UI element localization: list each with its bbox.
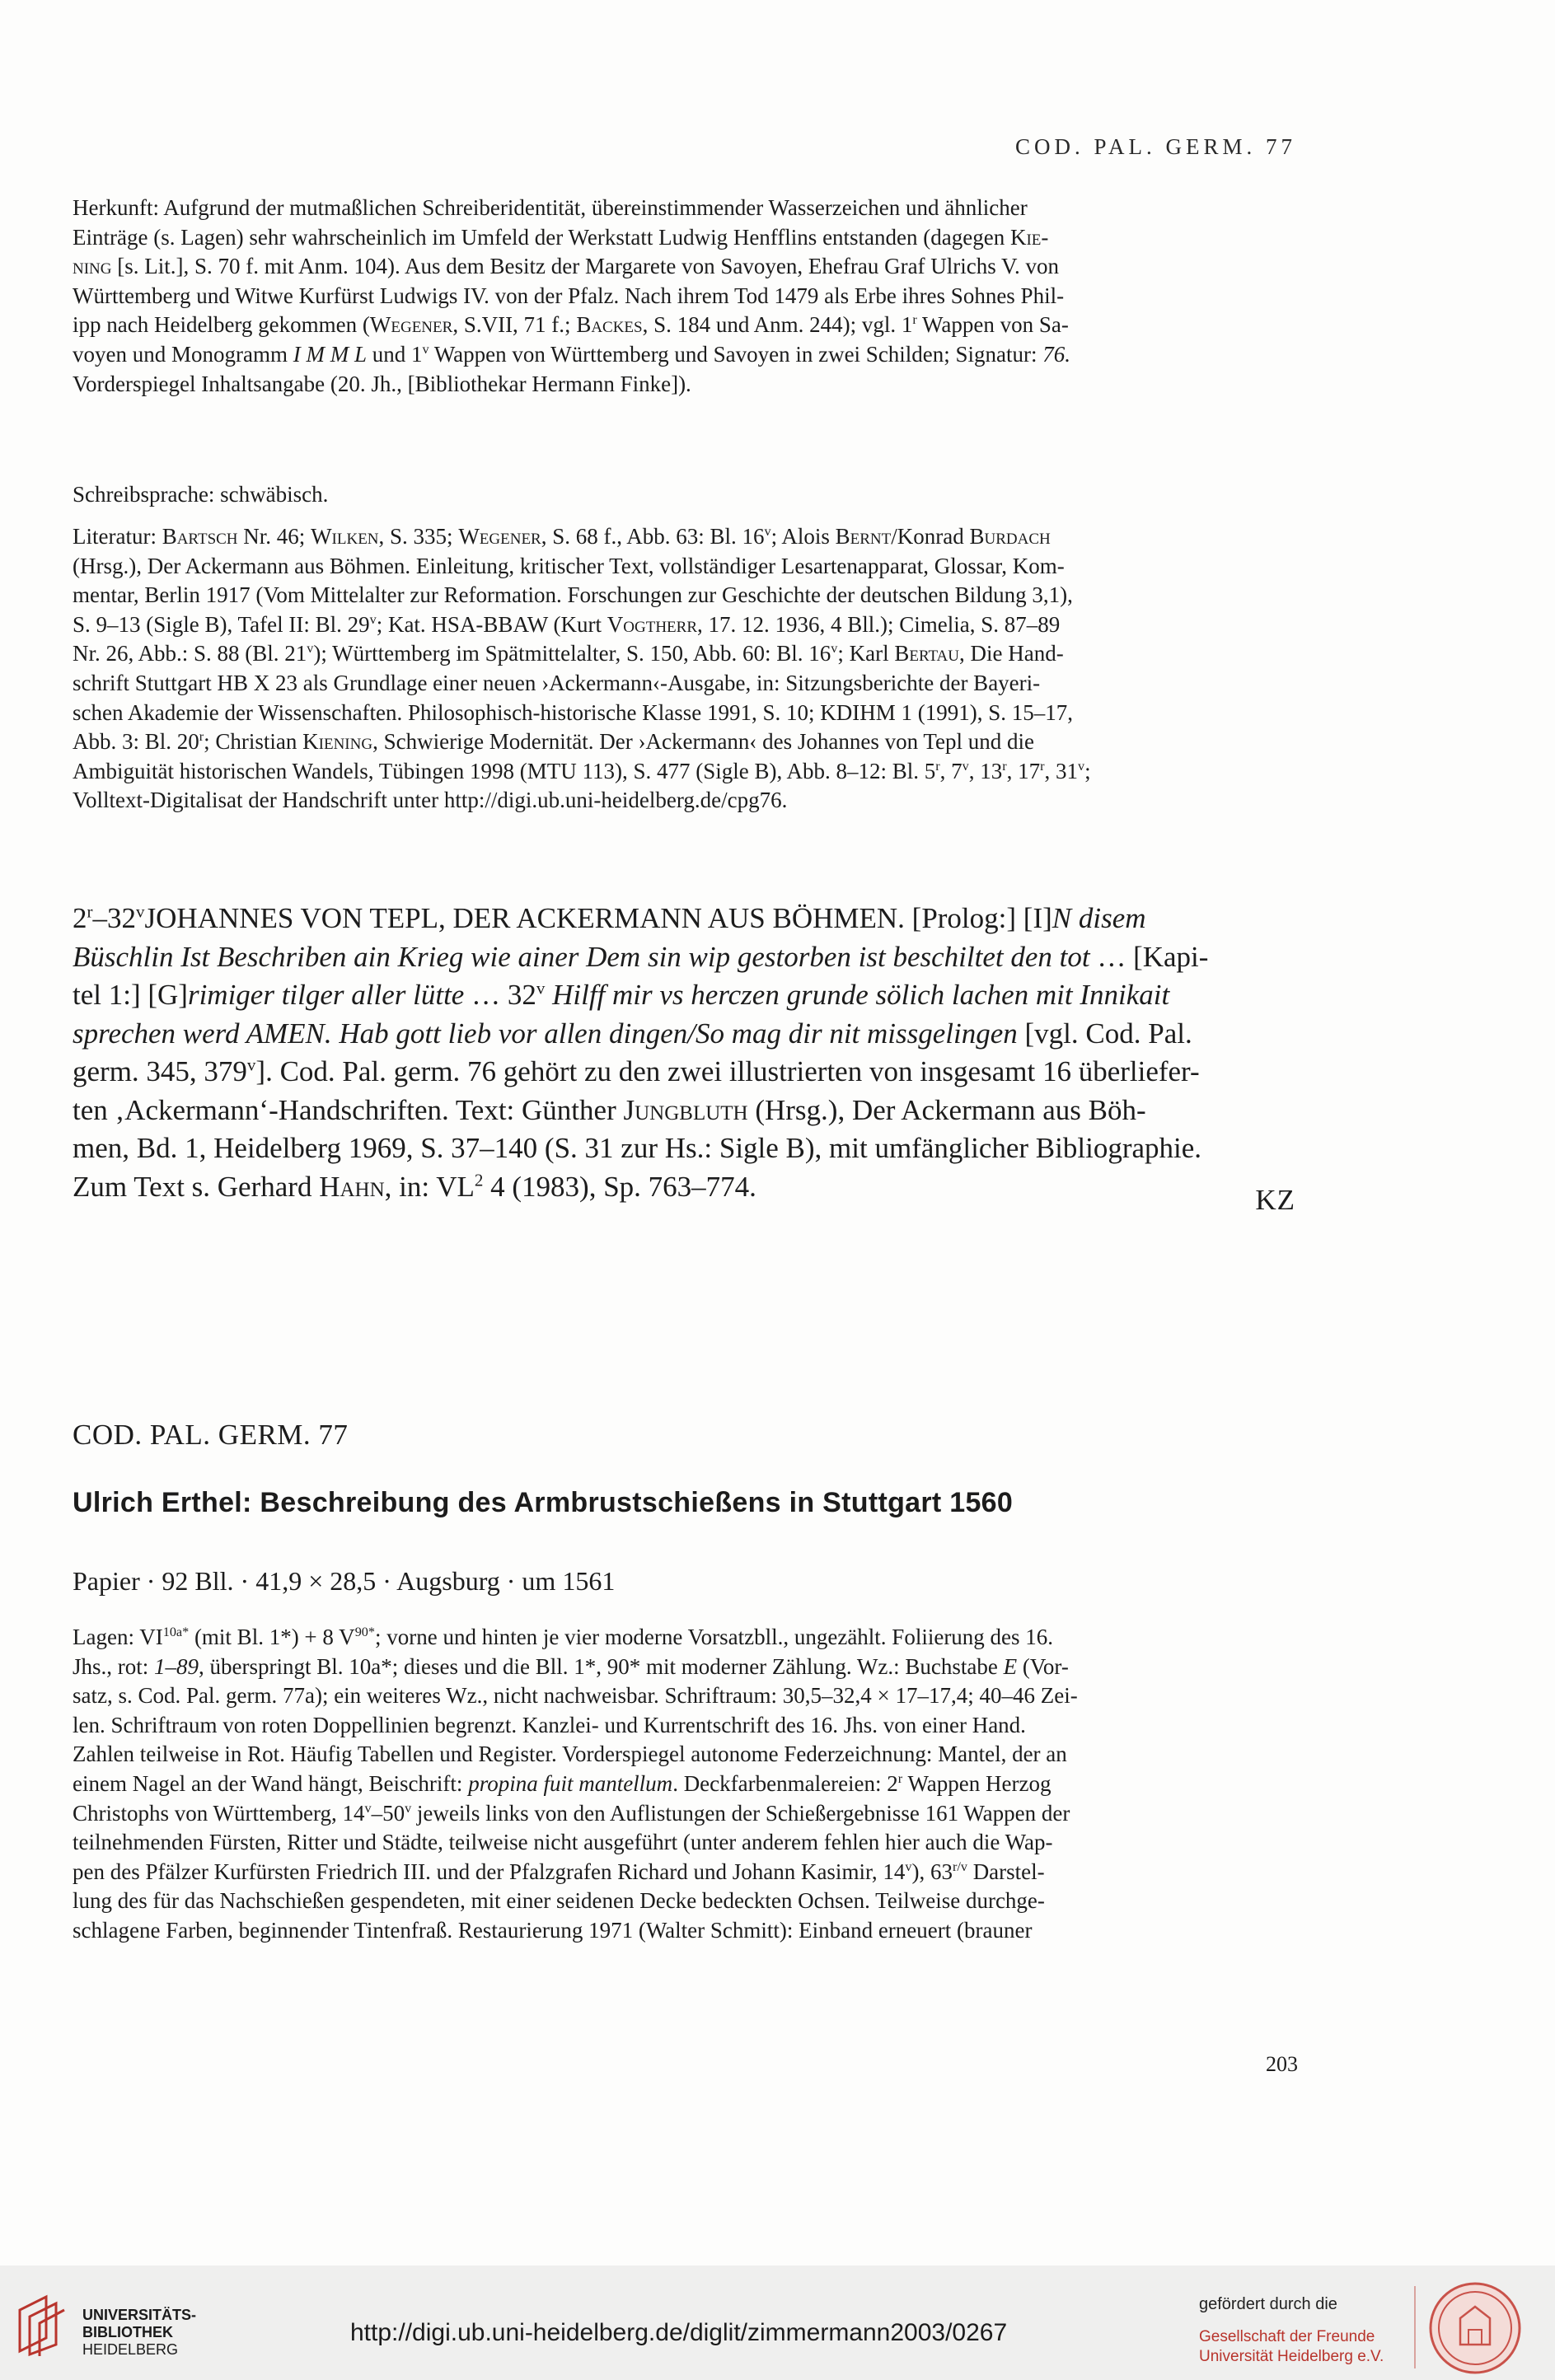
text-line — [73, 223, 1294, 253]
monogram: I M M L — [293, 341, 367, 367]
text-span: einem Nagel an der Wand hängt, Beischrift: — [73, 1770, 463, 1796]
text-span: , überspringt Bl. 10a*; dieses und die Bll. 1*, 90* mit moderner Zählung. Wz.: Buchstabe — [199, 1653, 998, 1679]
text-span: Wappen von Württemberg und Savoyen in zwei Schilden; Signatur: — [433, 341, 1037, 367]
text-span: ), 63 — [911, 1859, 953, 1884]
text-line — [73, 1770, 1294, 1799]
text-span: … [Kapi- — [1097, 940, 1209, 973]
text-line — [73, 311, 1294, 340]
text-span: Einträge (s. Lagen) sehr wahrscheinlich im Umfeld der Werkstatt Ludwig Henfflins entstanden (dagegen — [73, 224, 1005, 250]
author-name: Jungbluth — [623, 1093, 748, 1126]
author-name: Hahn — [319, 1170, 385, 1203]
text-span: ; Christian — [204, 729, 297, 755]
author-name: Vogtherr — [607, 611, 697, 637]
running-head: COD. PAL. GERM. 77 — [1014, 134, 1296, 159]
literature-section — [73, 522, 1294, 816]
folio-sup: r — [912, 312, 917, 328]
text-span: pen des Pfälzer Kurfürsten Friedrich III. und der Pfalzgrafen Richard und Johann Kasimir, 14 — [73, 1859, 906, 1884]
text-span: , S. 335; — [378, 524, 453, 549]
text-line — [73, 1916, 1294, 1946]
text-line — [73, 1681, 1294, 1711]
text-span: . Deckfarbenmalereien: 2 — [672, 1770, 898, 1796]
text-line — [73, 1129, 1294, 1168]
folio-sup: v — [405, 1800, 412, 1816]
text-span: –50 — [371, 1800, 405, 1826]
text-span: , S. 184 und Anm. 244); vgl. 1 — [642, 312, 913, 338]
author-name: Wegener — [369, 312, 453, 338]
text-line — [73, 1653, 1294, 1682]
text-line — [73, 1015, 1294, 1054]
text-span: , 17. 12. 1936, 4 Bll.); Cimelia, S. 87–89 — [697, 611, 1061, 637]
text-span: Ambiguität historischen Wandels, Tübingen 1998 (MTU 113), S. 477 (Sigle B), Abb. 8–12: Bl. 5 — [73, 758, 936, 783]
text-span: Darstel- — [972, 1859, 1045, 1884]
folio-sup: r — [87, 901, 93, 922]
text-span: (Vor- — [1022, 1653, 1069, 1679]
text-line — [73, 252, 1294, 282]
text-line — [73, 900, 1294, 938]
text-span: und 1 — [372, 341, 423, 367]
author-name: Burdach — [969, 524, 1051, 549]
text-span: Literatur: — [73, 524, 157, 549]
text-line — [73, 727, 1294, 757]
folio-sup: v — [764, 524, 771, 539]
text-span: ); Württemberg im Spätmittelalter, S. 150, Abb. 60: Bl. 16 — [313, 641, 831, 666]
text-span: , Die Hand- — [959, 641, 1064, 666]
text-span: ; Karl — [837, 641, 889, 666]
library-name-line: HEIDELBERG — [82, 2341, 179, 2358]
author-name: Kiening — [302, 729, 373, 755]
author-name: Bartsch — [162, 524, 238, 549]
folio-sup: 10a* — [162, 1625, 190, 1639]
text-span: voyen und Monogramm — [73, 341, 288, 367]
author-name: ning — [73, 254, 112, 279]
text-span: , 13 — [968, 758, 1003, 783]
text-span: ; — [1084, 758, 1091, 783]
sponsor-name-line: Universität Heidelberg e.V. — [1199, 2348, 1384, 2365]
library-logo-icon[interactable] — [13, 2292, 71, 2358]
folio-sup: v — [1078, 758, 1085, 774]
text-line — [73, 1711, 1294, 1741]
quire-description — [73, 1623, 1294, 1946]
library-name-line: UNIVERSITÄTS- — [82, 2307, 197, 2323]
incipit: rimiger tilger aller lütte — [187, 979, 465, 1011]
folio-sup: v — [536, 978, 546, 998]
folio-sup: 90* — [354, 1625, 375, 1639]
text-span: Abb. 3: Bl. 20 — [73, 729, 199, 755]
edition-sup: 2 — [474, 1169, 484, 1190]
text-span: mentar, Berlin 1917 (Vom Mittelalter zur Reformation. Forschungen zur Geschichte der deutschen Bildung 3,1), — [73, 582, 1073, 608]
text-line — [73, 699, 1294, 728]
text-span: Lagen: VI — [73, 1625, 163, 1649]
text-span: ipp nach Heidelberg gekommen ( — [73, 312, 370, 338]
author-name: Wegener — [458, 524, 541, 549]
text-span: tel 1:] [G] — [73, 979, 188, 1011]
library-name[interactable] — [82, 2307, 196, 2359]
text-line — [73, 194, 1294, 223]
text-span: ; Kat. HSA-BBAW (Kurt — [376, 611, 602, 637]
provenance-section — [73, 194, 1294, 399]
text-span: JOHANNES VON TEPL, DER ACKERMANN AUS BÖHMEN. [Prolog:] [I] — [144, 902, 1052, 934]
text-span: Zahlen teilweise in Rot. Häufig Tabellen und Register. Vorderspiegel autonome Federzeichnung: Mantel, der an — [73, 1742, 1067, 1767]
author-initials: KZ — [1255, 1184, 1295, 1216]
folio-sup: v — [422, 341, 429, 357]
folio-sup: r — [1002, 758, 1007, 774]
text-span: Nr. 26, Abb.: S. 88 (Bl. 21 — [73, 641, 307, 666]
text-span: , S. 68 f., Abb. 63: Bl. 16 — [541, 524, 765, 549]
folio-sup: v — [962, 758, 969, 774]
entry-meta: Papier · 92 Bll. · 41,9 × 28,5 · Augsburg · um 1561 — [73, 1566, 616, 1596]
entry-title: Ulrich Erthel: Beschreibung des Armbrustschießens in Stuttgart 1560 — [73, 1487, 1014, 1518]
text-span: Christophs von Württemberg, 14 — [73, 1800, 365, 1826]
text-line — [73, 639, 1294, 669]
sponsor-name-line: Gesellschaft der Freunde — [1199, 2328, 1375, 2345]
folio-sup: r — [1040, 758, 1045, 774]
explicit: sprechen werd AMEN. Hab gott lieb vor allen dingen/So mag dir nit missgelingen — [73, 1017, 1018, 1050]
text-line — [73, 522, 1294, 552]
university-seal-icon — [1426, 2280, 1525, 2376]
text-span: Herkunft: Aufgrund der mutmaßlichen Schreiberidentität, übereinstimmender Wasserzeichen und ähnlicher — [73, 195, 1028, 220]
shelfmark-heading: COD. PAL. GERM. 77 — [73, 1419, 349, 1451]
divider — [1414, 2286, 1416, 2368]
folio-sup: r — [935, 758, 940, 774]
folio-sup: v — [136, 901, 145, 922]
text-span: men, Bd. 1, Heidelberg 1969, S. 37–140 (S. 31 zur Hs.: Sigle B), mit umfänglicher Bibliographie. — [73, 1132, 1202, 1164]
text-line — [73, 786, 1294, 816]
text-span: Württemberg und Witwe Kurfürst Ludwigs IV. von der Pfalz. Nach ihrem Tod 1479 als Erbe ihres Sohnes Phil- — [73, 283, 1065, 308]
folio-sup: r — [897, 1770, 903, 1786]
folio-sup: v — [246, 1054, 256, 1075]
text-line — [73, 1092, 1294, 1130]
text-span: Nr. 46; — [243, 524, 306, 549]
author-name: Wilken — [311, 524, 379, 549]
folio-sup: v — [369, 611, 377, 627]
text-line — [73, 757, 1294, 787]
text-line — [73, 1828, 1294, 1858]
sponsor-intro: gefördert durch die — [1199, 2295, 1337, 2313]
author-name: Bernt — [835, 524, 892, 549]
text-span: (mit Bl. 1*) + 8 V — [194, 1625, 355, 1649]
text-span: (Hrsg.), Der Ackermann aus Böh- — [755, 1093, 1146, 1126]
letter: E — [1003, 1653, 1018, 1679]
text-span: S. 9–13 (Sigle B), Tafel II: Bl. 29 — [73, 611, 370, 637]
text-line — [73, 610, 1294, 640]
text-span: ten ‚Ackermann‘-Handschriften. Text: Günther — [73, 1093, 616, 1126]
text-span: ]. Cod. Pal. germ. 76 gehört zu den zwei illustrierten von insgesamt 16 überliefer- — [255, 1055, 1200, 1087]
text-span: … 32 — [471, 979, 536, 1011]
text-span: Wappen von Sa- — [922, 312, 1069, 338]
text-line — [73, 1858, 1294, 1887]
folio-sup: v — [905, 1859, 912, 1874]
text-line — [73, 581, 1294, 610]
text-span: Wappen Herzog — [907, 1770, 1051, 1796]
text-line: Schreibsprache: schwäbisch. — [73, 482, 329, 507]
permalink-url[interactable]: http://digi.ub.uni-heidelberg.de/diglit/zimmermann2003/0267 — [350, 2319, 1008, 2346]
language-note — [73, 480, 1294, 510]
folio-sup: v — [307, 641, 314, 657]
text-span: schen Akademie der Wissenschaften. Philosophisch-historische Klasse 1991, S. 10; KDIHM 1 (1991), S. 15–17, — [73, 699, 1074, 725]
text-line — [73, 1168, 1294, 1207]
text-span: schlagene Farben, beginnender Tintenfraß. Restaurierung 1971 (Walter Schmitt): Einband erneuert (brauner — [73, 1917, 1033, 1943]
text-span: lung des für das Nachschießen gespendeten, mit einer seidenen Decke bedeckten Ochsen. Teilweise durchge- — [73, 1888, 1045, 1914]
text-line — [73, 282, 1294, 311]
text-span: jeweils links von den Auflistungen der Schießergebnisse 161 Wappen der — [416, 1800, 1070, 1826]
text-span: Volltext-Digitalisat der Handschrift unter http://digi.ub.uni-heidelberg.de/cpg76. — [73, 788, 788, 813]
text-span: (Hrsg.), Der Ackermann aus Böhmen. Einleitung, kritischer Text, vollständiger Lesartenapparat, Glossar, Kom- — [73, 553, 1065, 578]
signature-number: 76. — [1042, 341, 1071, 367]
incipit: N disem — [1051, 902, 1146, 934]
text-span: 2 — [73, 902, 87, 934]
text-span: 4 (1983), Sp. 763–774. — [490, 1170, 756, 1203]
text-span: , 17 — [1006, 758, 1041, 783]
folio-sup: r — [199, 729, 204, 745]
text-line — [73, 976, 1294, 1015]
text-span: , 31 — [1044, 758, 1079, 783]
text-span: /Konrad — [891, 524, 964, 549]
text-span: ; Alois — [770, 524, 830, 549]
folio-sup: r/v — [952, 1859, 967, 1874]
sponsor-link[interactable] — [1199, 2327, 1384, 2367]
text-span: len. Schriftraum von roten Doppellinien begrenzt. Kanzlei- und Kurrentschrift des 16. Jhs. von einer Hand. — [73, 1712, 1026, 1737]
explicit: Hilff mir vs herczen grunde sölich lachen mit Innikait — [552, 979, 1170, 1011]
text-span: schrift Stuttgart HB X 23 als Grundlage einer neuen ›Ackermann‹-Ausgabe, in: Sitzungsberichte der Bayeri- — [73, 670, 1041, 695]
library-name-line: BIBLIOTHEK — [82, 2324, 173, 2340]
author-name: Kie- — [1009, 224, 1049, 250]
text-span: , 7 — [939, 758, 963, 783]
author-name: Backes — [576, 312, 643, 338]
inscription: propina fuit mantellum — [468, 1770, 673, 1796]
text-span: , in: VL — [384, 1170, 475, 1203]
text-span: Zum Text s. Gerhard — [73, 1170, 312, 1203]
folio-sup: v — [831, 641, 838, 657]
text-line — [73, 340, 1294, 370]
text-span: germ. 345, 379 — [73, 1055, 247, 1087]
text-span: satz, s. Cod. Pal. germ. 77a); ein weiteres Wz., nicht nachweisbar. Schriftraum: 30,5–32,4 × 17–17,4; 40–46 Zei- — [73, 1683, 1078, 1709]
incipit: Büschlin Ist Beschriben ain Krieg wie ainer Dem sin wip gestorben ist beschiltet den tot — [73, 940, 1090, 973]
folio-range: 1–89 — [154, 1653, 199, 1679]
text-line — [73, 552, 1294, 582]
main-text-entry — [73, 900, 1294, 1206]
text-line — [73, 669, 1294, 699]
text-line — [73, 1053, 1294, 1092]
text-span: ; vorne und hinten je vier moderne Vorsatzbll., ungezählt. Foliierung des 16. — [374, 1625, 1054, 1649]
page-number: 203 — [1266, 2052, 1298, 2076]
author-name: Bertau — [894, 641, 960, 666]
text-span: –32 — [92, 902, 136, 934]
text-line — [73, 1623, 1294, 1653]
text-line — [73, 938, 1294, 977]
text-span: Vorderspiegel Inhaltsangabe (20. Jh., [Bibliothekar Hermann Finke]). — [73, 371, 691, 396]
text-span: [s. Lit.], S. 70 f. mit Anm. 104). Aus dem Besitz der Margarete von Savoyen, Ehefrau Graf Ulrichs V. von — [117, 254, 1060, 279]
text-span: Jhs., rot: — [73, 1653, 149, 1679]
text-span: , S.VII, 71 f.; — [452, 312, 571, 338]
text-line — [73, 1799, 1294, 1829]
text-span: teilnehmenden Fürsten, Ritter und Städte, teilweise nicht ausgeführt (unter anderem fehlen hier auch die Wap- — [73, 1830, 1053, 1855]
text-line — [73, 1887, 1294, 1916]
folio-sup: v — [364, 1800, 372, 1816]
text-span: [vgl. Cod. Pal. — [1024, 1017, 1192, 1050]
text-span: , Schwierige Modernität. Der ›Ackermann‹ des Johannes von Tepl und die — [372, 729, 1034, 755]
text-line — [73, 370, 1294, 400]
text-line — [73, 1740, 1294, 1770]
